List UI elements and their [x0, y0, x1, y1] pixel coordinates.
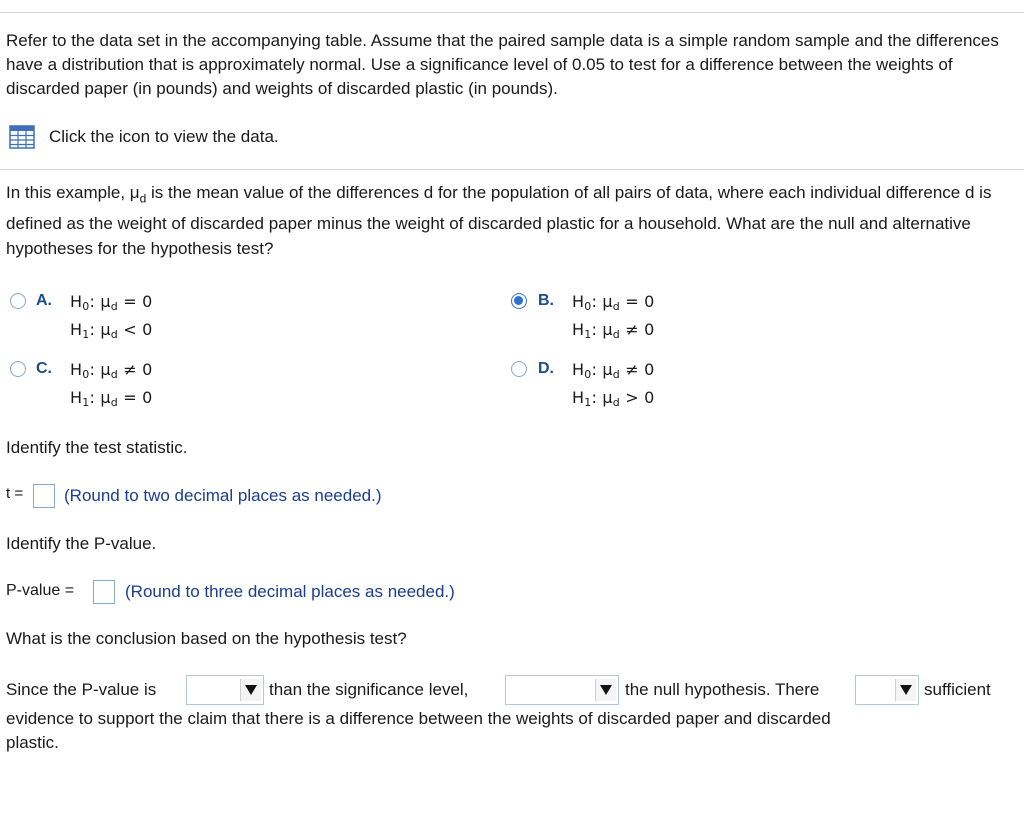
option-b-h1: $H_1$: $\mu_d \ne 0$: [572, 320, 655, 341]
conclusion-text-line2: evidence to support the claim that there is a difference between the weights of discarded paper and discarded: [6, 709, 831, 728]
option-c-letter: C.: [36, 360, 52, 377]
hypothesis-question: In this example, $\mu_d$ is the mean value of the differences d for the population of all pairs of data, where each individual difference d is defined as the weight of discarded paper minus the weight of discarded plastic for a household. What are the null and alternative hypotheses for the hypothesis test?: [6, 183, 992, 259]
table-grid-icon[interactable]: [9, 125, 35, 149]
conclusion-text-2: than the significance level,: [269, 680, 469, 699]
evidence-dropdown[interactable]: [855, 675, 919, 705]
option-d-h0: $H_0$: $\mu_d \ne 0$: [572, 360, 655, 381]
option-a-radio[interactable]: [10, 293, 26, 309]
option-d-h1: $H_1$: $\mu_d > 0$: [572, 388, 655, 409]
option-b-h0: $H_0$: $\mu_d = 0$: [572, 292, 655, 313]
option-a-letter: A.: [36, 292, 52, 309]
top-divider: [0, 12, 1024, 13]
p-value-prompt: Identify the P-value.: [6, 534, 157, 553]
option-a-h1: $H_1$: $\mu_d < 0$: [70, 320, 153, 341]
option-d-letter: D.: [538, 360, 554, 377]
t-label: t =: [6, 485, 24, 502]
conclusion-prompt: What is the conclusion based on the hypothesis test?: [6, 629, 407, 648]
chevron-down-icon[interactable]: [895, 679, 916, 701]
conclusion-text-1: Since the P-value is: [6, 680, 157, 699]
option-c-h0: $H_0$: $\mu_d \ne 0$: [70, 360, 153, 381]
chevron-down-icon[interactable]: [595, 679, 616, 701]
section-divider: [0, 169, 1024, 170]
p-value-rounding-hint: (Round to three decimal places as needed.): [125, 582, 455, 601]
t-answer-input[interactable]: [33, 484, 55, 508]
test-statistic-prompt: Identify the test statistic.: [6, 438, 188, 457]
option-a-h0: $H_0$: $\mu_d = 0$: [70, 292, 153, 313]
option-d-radio[interactable]: [511, 361, 527, 377]
p-value-answer-input[interactable]: [93, 580, 115, 604]
view-data-label[interactable]: Click the icon to view the data.: [49, 127, 279, 146]
comparison-dropdown[interactable]: [186, 675, 264, 705]
option-c-radio[interactable]: [10, 361, 26, 377]
option-b-radio[interactable]: [511, 293, 527, 309]
option-b-letter: B.: [538, 292, 554, 309]
problem-intro: Refer to the data set in the accompanying table. Assume that the paired sample data is a simple random sample and the differences have a distribution that is approximately normal. Use a significance level of 0.05 to test for a difference between the weights of discarded paper (in pounds) and weights of discarded plastic (in pounds).: [6, 31, 999, 98]
chevron-down-icon[interactable]: [240, 679, 261, 701]
p-value-label: P-value =: [6, 582, 75, 599]
view-data-link[interactable]: [9, 125, 279, 149]
conclusion-text-3: the null hypothesis. There: [625, 680, 820, 699]
decision-dropdown[interactable]: [505, 675, 619, 705]
conclusion-text-line3: plastic.: [6, 733, 59, 752]
option-c-h1: $H_1$: $\mu_d = 0$: [70, 388, 153, 409]
conclusion-text-4: sufficient: [924, 680, 991, 699]
t-rounding-hint: (Round to two decimal places as needed.): [64, 486, 382, 505]
